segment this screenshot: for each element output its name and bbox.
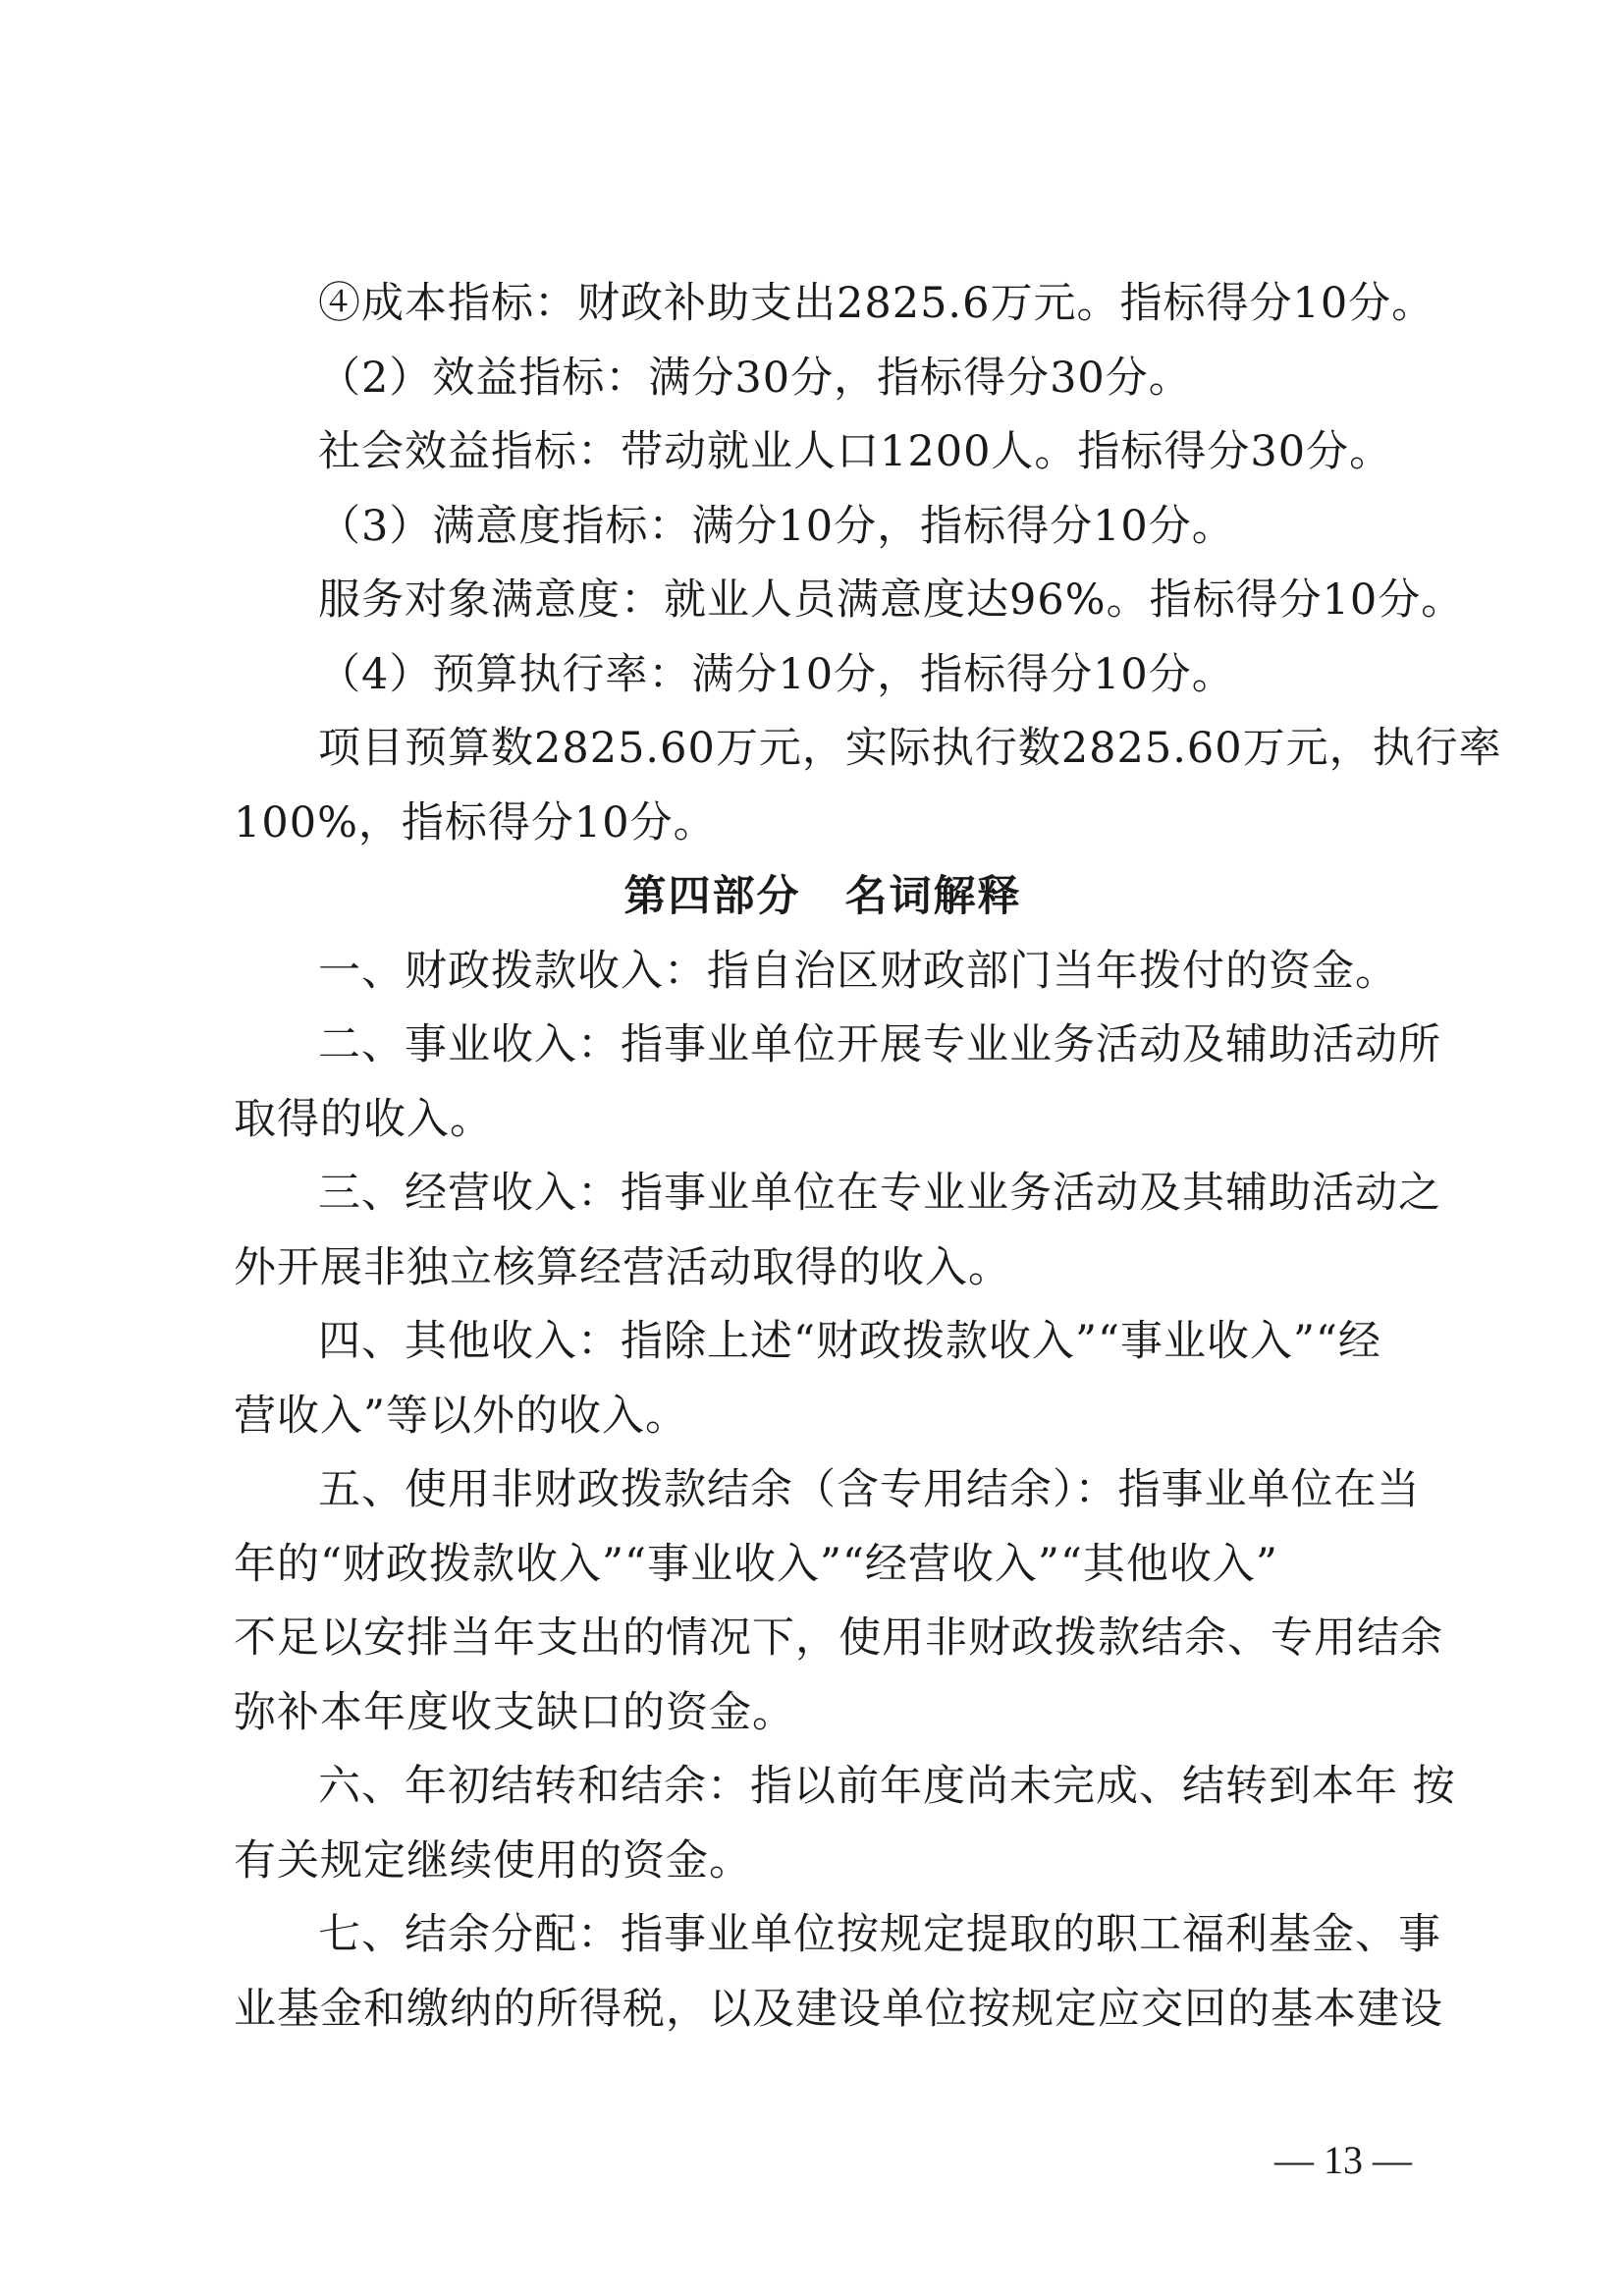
definition-line: 六、年初结转和结余：指以前年度尚未完成、结转到本年 按 [318, 1762, 1456, 1811]
definition-continued-line: 外开展非独立核算经营活动取得的收入。 [234, 1242, 1011, 1292]
definition-line: 三、经营收入：指事业单位在专业业务活动及其辅助活动之 [318, 1169, 1441, 1218]
definition-continued-line: 年的“财政拨款收入”“事业收入”“经营收入”“其他收入” [234, 1539, 1278, 1589]
definition-continued-line: 弥补本年度收支缺口的资金。 [234, 1687, 795, 1737]
benefit-indicator-line: （2）效益指标：满分30分，指标得分30分。 [318, 353, 1192, 403]
budget-detail-line: 项目预算数2825.60万元，实际执行数2825.60万元，执行率 [318, 724, 1502, 773]
definition-line: 二、事业收入：指事业单位开展专业业务活动及辅助活动所 [318, 1020, 1441, 1069]
service-satisfaction-line: 服务对象满意度：就业人员满意度达96%。指标得分10分。 [318, 575, 1465, 625]
definition-continued-line: 业基金和缴纳的所得税，以及建设单位按规定应交回的基本建设 [234, 1984, 1443, 2034]
definition-continued-line: 营收入”等以外的收入。 [234, 1391, 688, 1441]
budget-detail-continued-line: 100%，指标得分10分。 [234, 797, 717, 847]
cost-indicator-line: ④成本指标：财政补助支出2825.6万元。指标得分10分。 [318, 279, 1435, 328]
section-heading: 第四部分 名词解释 [623, 872, 1022, 921]
budget-execution-line: （4）预算执行率：满分10分，指标得分10分。 [318, 649, 1235, 699]
satisfaction-indicator-line: （3）满意度指标：满分10分，指标得分10分。 [318, 501, 1235, 551]
definition-continued-line: 取得的收入。 [234, 1094, 493, 1144]
definition-line: 五、使用非财政拨款结余（含专用结余）：指事业单位在当 [318, 1465, 1421, 1514]
definition-continued-line: 不足以安排当年支出的情况下，使用非财政拨款结余、专用结余 [234, 1613, 1443, 1663]
social-benefit-line: 社会效益指标：带动就业人口1200人。指标得分30分。 [318, 427, 1393, 476]
definition-line: 一、财政拨款收入：指自治区财政部门当年拨付的资金。 [318, 946, 1398, 996]
page-number: — 13 — [1274, 2138, 1412, 2182]
document-body [234, 267, 1502, 2047]
definition-line: 四、其他收入：指除上述“财政拨款收入”“事业收入”“经 [318, 1317, 1381, 1366]
definition-line: 七、结余分配：指事业单位按规定提取的职工福利基金、事 [318, 1910, 1441, 1959]
definition-continued-line: 有关规定继续使用的资金。 [234, 1835, 752, 1886]
